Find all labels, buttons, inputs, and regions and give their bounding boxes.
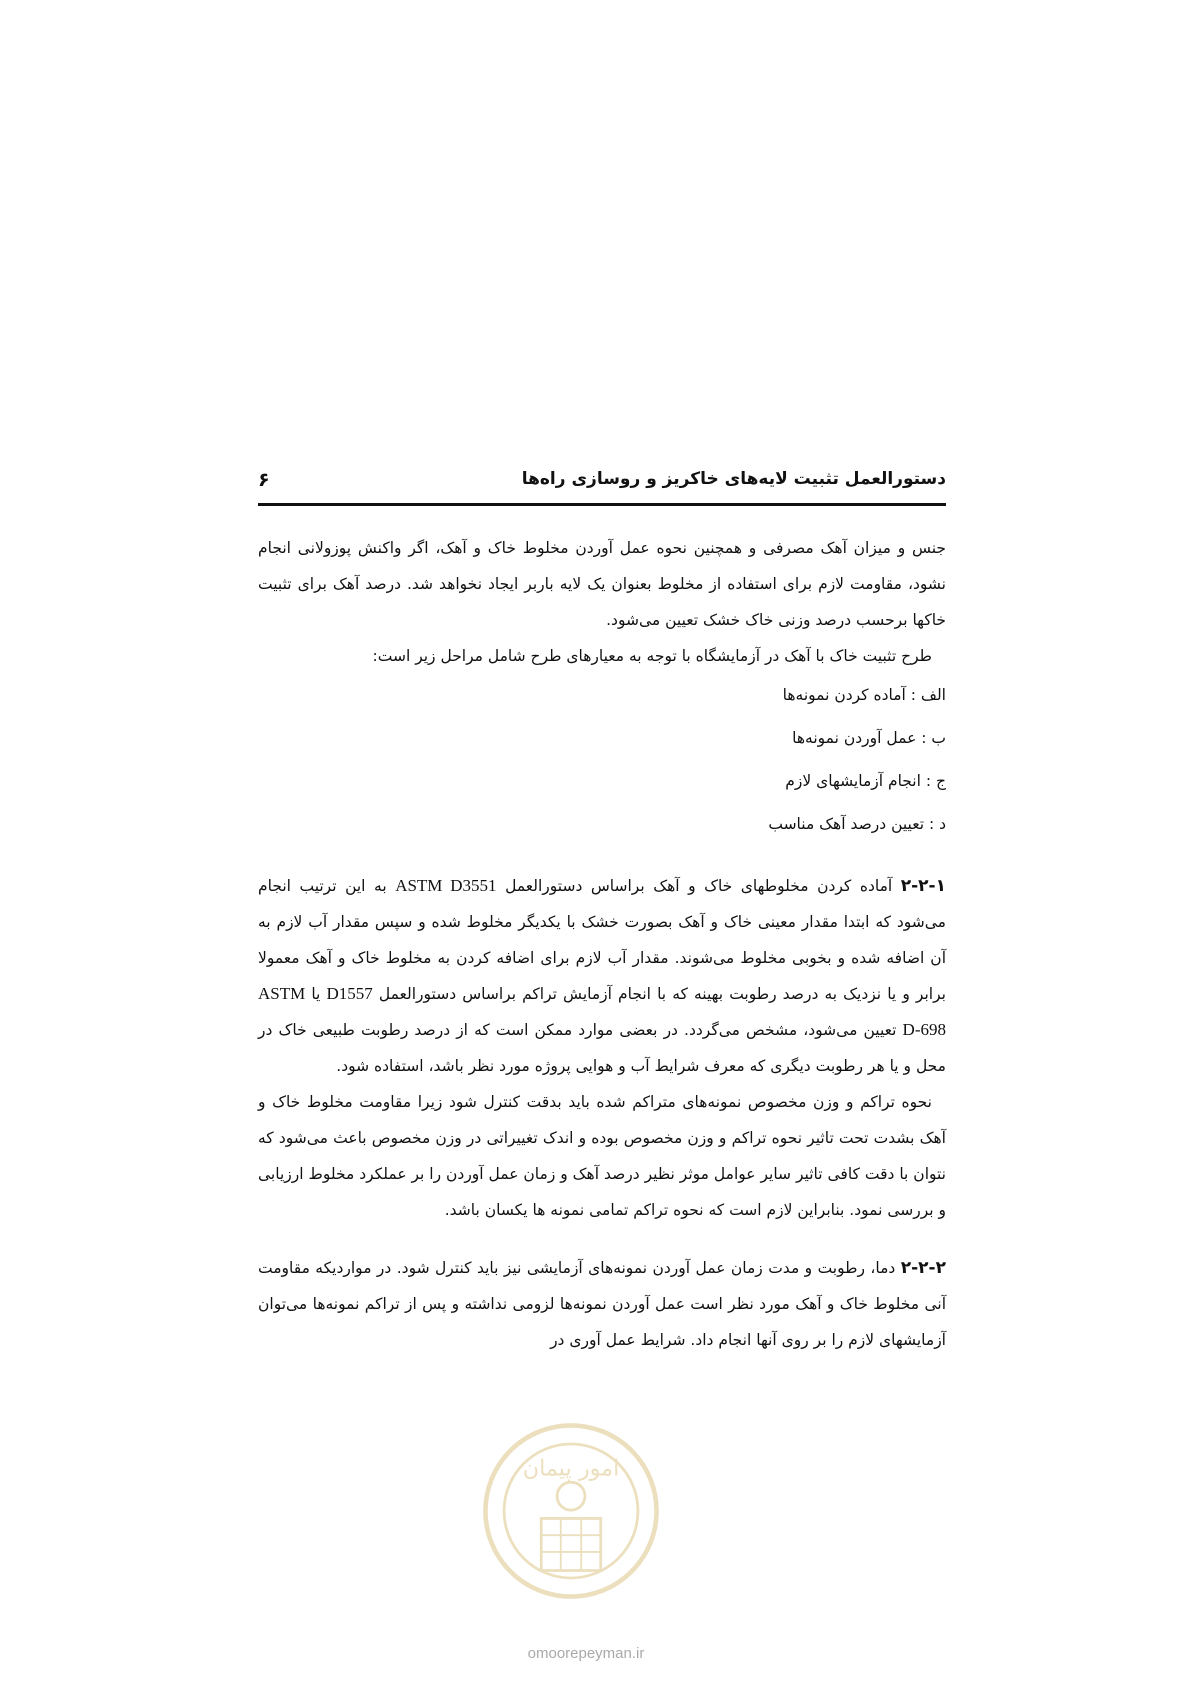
header-divider [258,503,946,506]
stamp-text: امور پیمان [522,1455,620,1482]
page-number: ۶ [258,469,270,491]
section-1-text-b: به این ترتیب انجام می‌شود که ابتدا مقدار معینی خاک و آهک بصورت خشک با یکدیگر مخلوط شده و سپس مقدار آب لازم به آن اضافه شده و بخوبی مخلوط می‌شوند. مقدار آب لازم برای اضافه کردن به مخلوط خاک و آهک معمولا برابر و یا نزدیک به درصد رطوبت بهینه که با انجام آزمایش تراکم براساس دستورالعمل [258,877,946,1003]
compaction-paragraph: نحوه تراکم و وزن مخصوص نمونه‌های متراکم شده باید بدقت کنترل شود زیرا مقاومت مخلوط خاک و آهک بشدت تحت تاثیر نحوه تراکم و وزن مخصوص بوده و اندک تغییراتی در وزن مخصوص باعث می‌شود که نتوان با دقت کافی تاثیر سایر عوامل موثر نظیر درصد آهک و زمان عمل آوردن را بر عملکرد مخلوط ارزیابی و بررسی نمود. بنابراین لازم است که نحوه تراکم تمامی نمونه ها یکسان باشد. [258,1093,946,1219]
watermark-stamp [478,1418,664,1604]
watermark-site: omoorepeyman.ir [527,1645,645,1662]
section-1-text-a: آماده کردن مخلوطهای خاک و آهک براساس دستورالعمل [505,877,893,895]
section-number-1: ۲-۲-۱ [900,876,946,896]
step-item-c: ج : انجام آزمایشهای لازم [785,772,946,790]
section-paragraph-1 [258,868,946,1084]
standard-code: ASTM D-698 [258,984,946,1039]
section-number-2: ۲-۲-۲ [900,1258,946,1278]
header-title: دستورالعمل تثبیت لایه‌های خاکریز و روسازی راه‌ها [521,469,946,489]
section-paragraph-2 [258,1250,946,1358]
section-2-text: دما، رطوبت و مدت زمان عمل آوردن نمونه‌های آزمایشی نیز باید کنترل شود. در مواردیکه مقاومت آنی مخلوط خاک و آهک مورد نظر است عمل آوردن نمونه‌ها لزومی نداشته و پس از تراکم نمونه‌ها می‌توان آزمایشهای لازم را بر روی آنها انجام داد. شرایط عمل آوری در [258,1259,946,1349]
section-1-text-d: تعیین می‌شود، مشخص می‌گردد. در بعضی موارد ممکن است که از درصد رطوبت طبیعی خاک در محل و یا هر رطوبت دیگری که معرف شرایط آب و هوایی پروژه مورد نظر باشد، استفاده شود. [258,1021,946,1075]
body-text [258,530,946,1358]
step-item-b: ب : عمل آوردن نمونه‌ها [792,729,946,747]
intro-paragraph: جنس و میزان آهک مصرفی و همچنین نحوه عمل آوردن مخلوط خاک و آهک، اگر واکنش پوزولانی انجام نشود، مقاومت لازم برای استفاده از مخلوط بعنوان یک لایه باربر ایجاد نخواهد شد. درصد آهک برای تثبیت خاکها برحسب درصد وزنی خاک خشک تعیین می‌شود. [258,539,946,629]
step-item-a: الف : آماده کردن نمونه‌ها [782,686,946,704]
running-header [258,469,946,499]
section-1-text-c: یا [311,985,321,1003]
standard-code: ASTM D3551 [395,876,497,895]
standard-code: D1557 [326,984,373,1003]
step-item-d: د : تعیین درصد آهک مناسب [768,815,946,833]
steps-intro: طرح تثبیت خاک با آهک در آزمایشگاه با توجه به معیارهای طرح شامل مراحل زیر است: [372,647,932,665]
